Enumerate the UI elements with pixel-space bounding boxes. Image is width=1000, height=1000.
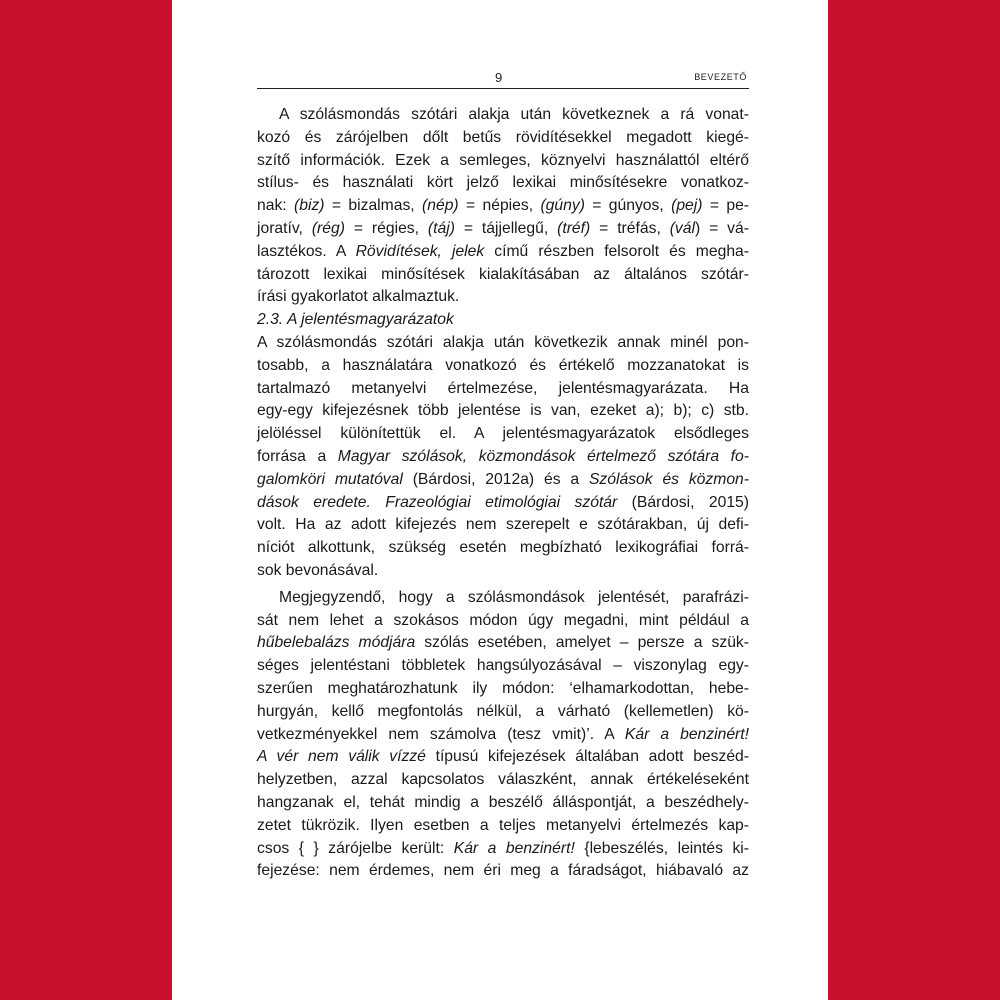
- text-run: írási gyakorlatot alkalmaztuk.: [257, 288, 460, 306]
- text-run: tartalmazó metanyelvi értelmezése, jelentésmagyarázata. Ha: [257, 379, 749, 397]
- text-run: kozó és zárójelben dőlt betűs rövidítésekkel megadott kiegé-: [257, 128, 749, 146]
- text-line: [257, 218, 749, 241]
- text-line: [257, 655, 749, 678]
- text-line: [257, 492, 749, 515]
- text-run: tosabb, a használatára vonatkozó és értékelő mozzanatokat is: [257, 356, 749, 374]
- text-run: stílus- és használati kört jelző lexikai minősítésekre vonatkoz-: [257, 174, 749, 192]
- text-run: hangzanak el, tehát mindig a beszélő álláspontját, a beszédhely-: [257, 793, 749, 811]
- text-run: helyzetben, azzal kapcsolatos válaszként, annak értékeléseként: [257, 771, 749, 789]
- text-run: = pe-: [702, 197, 750, 215]
- text-run: 2.3. A jelentésmagyarázatok: [257, 311, 454, 329]
- paragraph: [257, 587, 749, 883]
- text-line: [257, 378, 749, 401]
- text-run: jelöléssel különítettük el. A jelentésmagyarázatok elsődleges: [257, 425, 749, 443]
- text-line: [257, 104, 749, 127]
- book-page: [172, 0, 828, 1000]
- text-line: [257, 309, 749, 332]
- text-run: sát nem lehet a szokásos módon úgy megadni, mint például a: [257, 611, 749, 629]
- italic-text: (vál: [669, 219, 695, 237]
- italic-text: (rég): [311, 219, 345, 237]
- text-line: [257, 127, 749, 150]
- text-run: (Bárdosi, 2015): [617, 493, 749, 511]
- italic-text: hűbelebalázs módjára: [257, 634, 416, 652]
- text-line: [257, 587, 749, 610]
- text-run: szítő információk. Ezek a semleges, köznyelvi használattól eltérő: [257, 151, 749, 169]
- italic-text: (pej): [671, 197, 703, 215]
- text-line: [257, 860, 749, 883]
- text-line: [257, 701, 749, 724]
- running-header: [257, 68, 749, 89]
- text-line: [257, 746, 749, 769]
- section-heading: [257, 309, 749, 332]
- text-line: [257, 792, 749, 815]
- text-line: [257, 610, 749, 633]
- italic-text: Magyar szólások, közmondások értelmező szótára fo-: [337, 447, 749, 465]
- text-line: [257, 150, 749, 173]
- text-line: [257, 678, 749, 701]
- text-run: = tréfás,: [590, 219, 670, 237]
- italic-text: (táj): [427, 219, 455, 237]
- text-run: hurgyán, kellő megfontolás nélkül, a várható (kellemetlen) kö-: [257, 702, 749, 720]
- text-line: [257, 838, 749, 861]
- text-run: vetkezményekkel nem számolva (tesz vmit)’. A: [257, 725, 625, 743]
- text-run: csos { } zárójelbe került:: [257, 839, 454, 857]
- text-run: forrása a: [257, 447, 338, 465]
- text-run: = gúnyos,: [584, 197, 672, 215]
- italic-text: (biz): [294, 197, 325, 215]
- body-text: [257, 104, 749, 883]
- text-line: [257, 469, 749, 492]
- text-run: = tájjellegű,: [454, 219, 558, 237]
- text-run: egy-egy kifejezésnek több jelentése is van, ezeket a); b); c) stb.: [257, 402, 749, 420]
- text-run: {lebeszélés, leintés ki-: [574, 839, 749, 857]
- text-run: Megjegyzendő, hogy a szólásmondások jelentését, parafrázi-: [279, 588, 749, 606]
- text-run: séges jelentéstani többletek hangsúlyozásával – viszonylag egy-: [257, 657, 749, 675]
- text-line: [257, 514, 749, 537]
- text-run: = bizalmas,: [324, 197, 423, 215]
- text-line: [257, 632, 749, 655]
- italic-text: (nép): [422, 197, 459, 215]
- page-number: 9: [495, 70, 503, 85]
- text-run: A szólásmondás szótári alakja után következik annak minél pon-: [257, 333, 749, 351]
- italic-text: (tréf): [557, 219, 591, 237]
- text-run: fejezése: nem érdemes, nem éri meg a fáradságot, hiábavaló az: [257, 862, 749, 880]
- paragraph: [257, 104, 749, 309]
- text-run: szólás esetében, amelyet – persze a szük-: [415, 634, 749, 652]
- text-run: joratív,: [257, 219, 312, 237]
- text-line: [257, 724, 749, 747]
- text-run: volt. Ha az adott kifejezés nem szerepelt e szótárakban, új defi-: [257, 516, 749, 534]
- text-line: [257, 400, 749, 423]
- text-run: = régies,: [344, 219, 428, 237]
- text-run: lasztékos. A: [257, 242, 356, 260]
- text-run: níciót alkottunk, szükség esetén megbízható lexikográfiai forrá-: [257, 539, 749, 557]
- text-run: típusú kifejezések általában adott beszéd-: [425, 748, 750, 766]
- italic-text: galomköri mutatóval: [257, 470, 403, 488]
- text-line: [257, 537, 749, 560]
- text-run: ) = vá-: [694, 219, 749, 237]
- italic-text: Kár a benzinért!: [453, 839, 575, 857]
- text-line: [257, 172, 749, 195]
- text-line: [257, 286, 749, 309]
- text-run: (Bárdosi, 2012a) és a: [402, 470, 589, 488]
- running-section-title: BEVEZETŐ: [694, 72, 747, 82]
- text-line: [257, 446, 749, 469]
- italic-text: A vér nem válik vízzé: [257, 748, 426, 766]
- text-run: című részben felsorolt és megha-: [484, 242, 749, 260]
- text-line: [257, 769, 749, 792]
- italic-text: (gúny): [540, 197, 585, 215]
- text-line: [257, 195, 749, 218]
- text-run: szerűen meghatározhatunk ily módon: ‘elhamarkodottan, hebe-: [257, 679, 749, 697]
- italic-text: Szólások és közmon-: [588, 470, 749, 488]
- text-run: zetet tükrözik. Ilyen esetben a teljes metanyelvi értelmezés kap-: [257, 816, 749, 834]
- paragraph: [257, 332, 749, 583]
- text-line: [257, 423, 749, 446]
- text-run: = népies,: [458, 197, 541, 215]
- italic-text: Rövidítések, jelek: [355, 242, 485, 260]
- text-run: sok bevonásával.: [257, 561, 379, 579]
- text-line: [257, 815, 749, 838]
- text-run: tározott lexikai minősítések kialakításában az általános szótár-: [257, 265, 749, 283]
- text-run: A szólásmondás szótári alakja után következnek a rá vonat-: [279, 106, 749, 123]
- text-line: [257, 355, 749, 378]
- text-line: [257, 264, 749, 287]
- italic-text: Kár a benzinért!: [624, 725, 749, 743]
- text-line: [257, 332, 749, 355]
- text-line: [257, 560, 749, 583]
- text-run: nak:: [257, 197, 295, 215]
- text-line: [257, 241, 749, 264]
- italic-text: dások eredete. Frazeológiai etimológiai szótár: [257, 493, 618, 511]
